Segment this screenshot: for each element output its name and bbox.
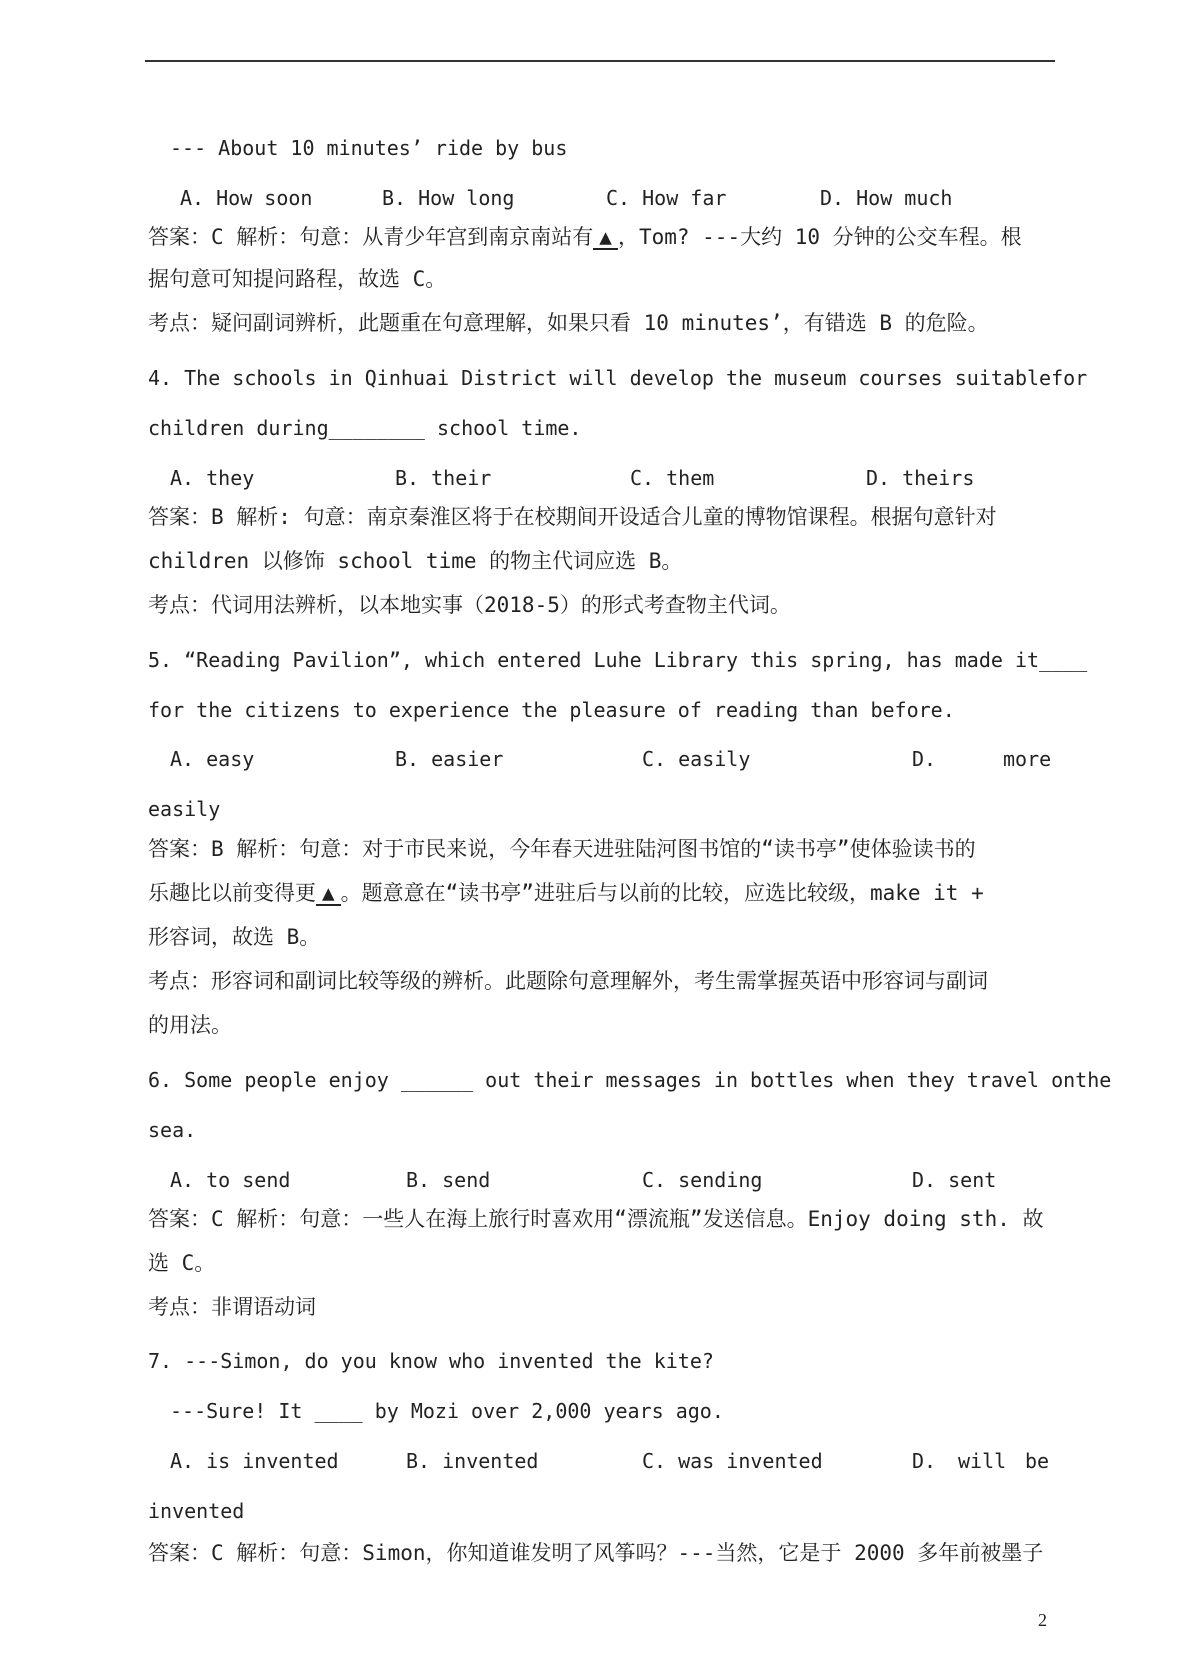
q3-explanation-line1: 答案：C 解析：句意：从青少年宫到南京南站有 ▲ ，Tom? ---大约 10 分钟的公交车程。根 <box>148 225 1022 249</box>
q3-option-d: D. How much <box>820 186 953 210</box>
q3-answer-line: --- About 10 minutes’ ride by bus <box>170 136 568 160</box>
blank-triangle: ▲ <box>316 882 341 906</box>
q5-option-d-text: more <box>1003 747 1052 771</box>
q4-key-point: 考点：代词用法辨析，以本地实事（2018-5）的形式考查物主代词。 <box>148 593 791 617</box>
q5-explanation-line1: 答案：B 解析：句意：对于市民来说，今年春天进驻陆河图书馆的“读书亭”使体验读书的 <box>148 837 976 861</box>
q7-option-d-text1: will <box>958 1449 1007 1473</box>
q7-option-a: A. is invented <box>170 1449 339 1473</box>
q5-explanation-line3: 形容词，故选 B。 <box>148 925 321 949</box>
q4-option-c: C. them <box>630 466 715 490</box>
q6-explanation-line2: 选 C。 <box>148 1251 216 1275</box>
q5-question-line1: 5. “Reading Pavilion”, which entered Luhe Library this spring, has made it ____ <box>148 648 1088 672</box>
q7-question-line1: 7. ---Simon, do you know who invented the kite? <box>148 1349 714 1373</box>
q5-option-d-continued: easily <box>148 797 221 821</box>
q5-key-point-line1: 考点：形容词和副词比较等级的辨析。此题除句意理解外，考生需掌握英语中形容词与副词 <box>148 969 988 993</box>
q7-option-d-text2: be <box>1025 1449 1050 1473</box>
q6-option-b: B. send <box>406 1168 491 1192</box>
q4-explanation-line2: children 以修饰 school time 的物主代词应选 B。 <box>148 549 683 573</box>
q6-option-d: D. sent <box>912 1168 997 1192</box>
q6-option-c: C. sending <box>642 1168 763 1192</box>
q6-question-line2: sea. <box>148 1118 197 1142</box>
q7-option-b: B. invented <box>406 1449 539 1473</box>
q4-question-line1: 4. The schools in Qinhuai District will develop the museum courses suitable for <box>148 366 1088 390</box>
header-rule <box>145 60 1055 62</box>
q7-option-d-continued: invented <box>148 1499 245 1523</box>
q5-key-point-line2: 的用法。 <box>148 1013 232 1037</box>
q6-key-point: 考点：非谓语动词 <box>148 1295 316 1319</box>
q3-option-c: C. How far <box>606 186 727 210</box>
q5-explanation-line2: 乐趣比以前变得更 ▲ 。题意意在“读书亭”进驻后与以前的比较，应选比较级，make it + <box>148 881 984 905</box>
q5-option-d-label: D. <box>912 747 937 771</box>
q6-option-a: A. to send <box>170 1168 291 1192</box>
q3-option-a: A. How soon <box>180 186 313 210</box>
q5-option-a: A. easy <box>170 747 255 771</box>
blank-triangle: ▲ <box>593 226 618 250</box>
q4-option-b: B. their <box>395 466 492 490</box>
q5-question-line2: for the citizens to experience the pleasure of reading than before. <box>148 698 955 722</box>
page-number: 2 <box>1038 1610 1047 1630</box>
q4-option-d: D. theirs <box>866 466 975 490</box>
q7-explanation-line1: 答案：C 解析：句意：Simon，你知道谁发明了风筝吗？---当然，它是于 2000 多年前被墨子 <box>148 1541 1044 1565</box>
q4-explanation-line1: 答案：B 解析: 句意：南京秦淮区将于在校期间开设适合儿童的博物馆课程。根据句意针对 <box>148 505 997 529</box>
q5-option-c: C. easily <box>642 747 751 771</box>
q3-option-b: B. How long <box>382 186 515 210</box>
q5-option-b: B. easier <box>395 747 504 771</box>
q7-option-d-label: D. <box>912 1449 937 1473</box>
q3-key-point: 考点：疑问副词辨析，此题重在句意理解，如果只看 10 minutes’，有错选 B 的危险。 <box>148 311 989 335</box>
q7-option-c: C. was invented <box>642 1449 823 1473</box>
q6-question-line1: 6. Some people enjoy ______ out their messages in bottles when they travel on the <box>148 1068 1112 1092</box>
q6-explanation-line1: 答案：C 解析：句意：一些人在海上旅行时喜欢用“漂流瓶”发送信息。Enjoy doing sth. 故 <box>148 1207 1044 1231</box>
q3-explanation-line2: 据句意可知提问路程，故选 C。 <box>148 267 447 291</box>
q4-option-a: A. they <box>170 466 255 490</box>
q4-question-line2: children during________ school time. <box>148 416 582 440</box>
q7-question-line2: ---Sure! It ____ by Mozi over 2,000 years ago. <box>170 1399 724 1423</box>
